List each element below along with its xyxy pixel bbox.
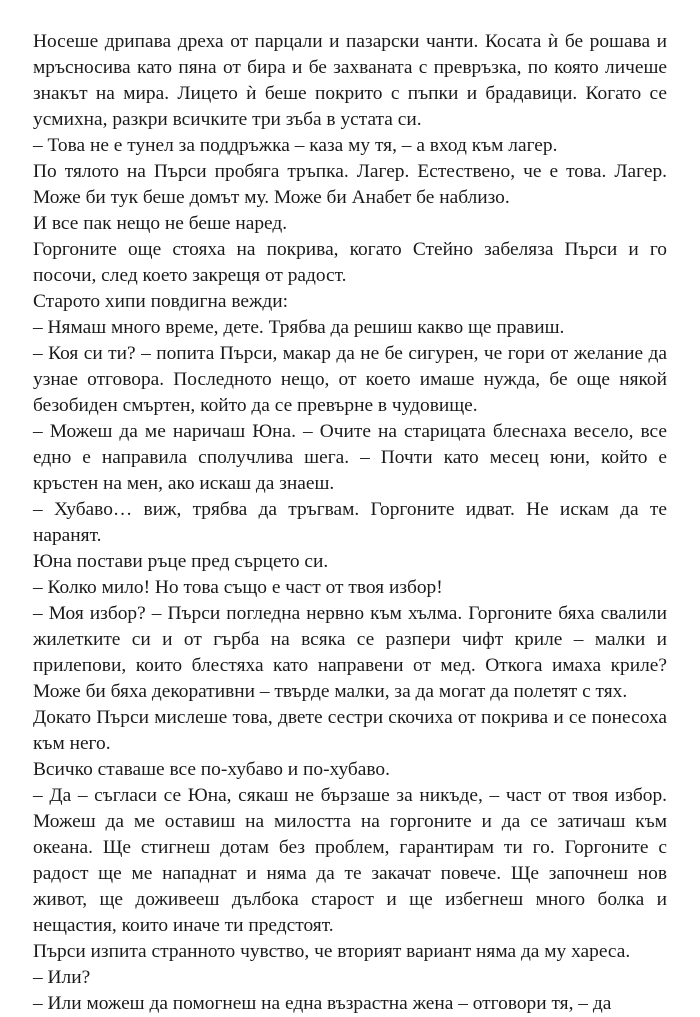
paragraph-19: – Или можеш да помогнеш на една възрастна жена – отговори тя, – да <box>33 993 612 1014</box>
page-text <box>33 29 667 1017</box>
paragraph-17: Пърси изпита странното чувство, че вторият вариант няма да му хареса. <box>33 941 631 962</box>
paragraph-10: – Хубаво… виж, трябва да тръгвам. Горгоните идват. Не искам да те наранят. <box>33 499 667 546</box>
paragraph-13: – Моя избор? – Пърси погледна нервно към хълма. Горгоните бяха свалили жилетките си и от гърба на всяка се разпери чифт криле – малки и прилепови, които блестяха като направени от мед. Откога имаха криле? Може би бяха декоративни – твърде малки, за да могат да полетят с тях. <box>33 603 667 702</box>
paragraph-15: Всичко ставаше все по-хубаво и по-хубаво. <box>33 759 390 780</box>
paragraph-9: – Можеш да ме наричаш Юна. – Очите на старицата блеснаха весело, все едно е направила сполучлива шега. – Почти като месец юни, който е кръстен на мен, ако искаш да знаеш. <box>33 421 667 494</box>
paragraph-5: Горгоните още стояха на покрива, когато Стейно забеляза Пърси и го посочи, след което закрещя от радост. <box>33 239 667 286</box>
paragraph-4: И все пак нещо не беше наред. <box>33 213 288 234</box>
paragraph-14: Докато Пърси мислеше това, двете сестри скочиха от покрива и се понесоха към него. <box>33 707 667 754</box>
paragraph-6: Старото хипи повдигна вежди: <box>33 291 289 312</box>
paragraph-11: Юна постави ръце пред сърцето си. <box>33 551 329 572</box>
paragraph-8: – Коя си ти? – попита Пърси, макар да не бе сигурен, че гори от желание да узнае отговора. Последното нещо, от което имаше нужда, бе още някой безобиден смъртен, който да се превърне в чудовище. <box>33 343 667 416</box>
paragraph-18: – Или? <box>33 967 91 988</box>
paragraph-3: По тялото на Пърси пробяга тръпка. Лагер. Естествено, че е това. Лагер. Може би тук беше домът му. Може би Анабет бе наблизо. <box>33 161 667 208</box>
paragraph-12: – Колко мило! Но това също е част от твоя избор! <box>33 577 443 598</box>
paragraph-1: Носеше дрипава дреха от парцали и пазарски чанти. Косата ѝ бе рошава и мръсносива като пяна от бира и бе захваната с превръзка, по която личеше знакът на мира. Лицето ѝ беше покрито с пъпки и брадавици. Когато се усмихна, разкри всичките три зъба в устата си. <box>33 31 667 130</box>
paragraph-16: – Да – съгласи се Юна, сякаш не бързаше за никъде, – част от твоя избор. Можеш да ме оставиш на милостта на горгоните и да се затичаш към океана. Ще стигнеш дотам без проблем, гарантирам ти го. Горгоните с радост ще ме нападнат и няма да те закачат повече. Ще започнеш нов живот, ще доживееш дълбока старост и ще избегнеш много болка и нещастия, които иначе ти предстоят. <box>33 785 667 936</box>
paragraph-7: – Нямаш много време, дете. Трябва да решиш какво ще правиш. <box>33 317 565 338</box>
paragraph-2: – Това не е тунел за поддръжка – каза му тя, – а вход към лагер. <box>33 135 558 156</box>
